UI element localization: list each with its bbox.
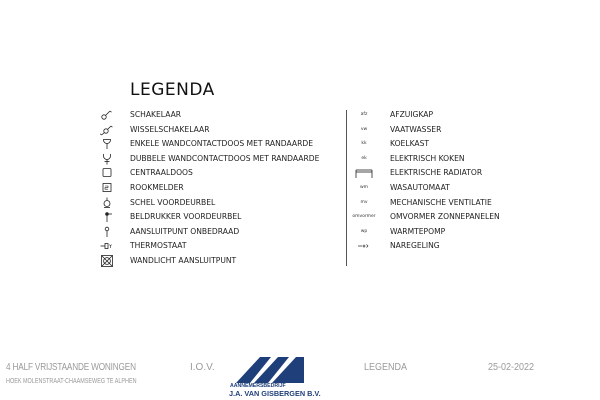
legend-item-label: VAATWASSER xyxy=(390,124,442,134)
iov-label: I.O.V. xyxy=(190,362,215,373)
project-title: 4 HALF VRIJSTAANDE WONINGEN xyxy=(6,362,136,373)
smoke-detector-icon xyxy=(98,181,116,195)
legend-item-label: ELEKTRISCH KOKEN xyxy=(390,153,465,163)
appliance-abbreviation: wp xyxy=(360,228,368,234)
legend-item-label: AFZUIGKAP xyxy=(390,110,434,119)
legend-item-label: WANDLICHT AANSLUITPUNT xyxy=(130,255,237,265)
control-symbol-icon xyxy=(352,239,376,253)
legend-item-label: SCHAKELAAR xyxy=(130,110,182,119)
legend-title: LEGENDA xyxy=(130,80,215,100)
appliance-abbreviation: vw xyxy=(360,126,368,132)
appliance-abbreviation: wm xyxy=(359,184,369,190)
legend-item-label: ELEKTRISCHE RADIATOR xyxy=(390,168,483,178)
drawing-date: 25-02-2022 xyxy=(488,362,535,373)
thermostat-icon xyxy=(98,239,116,253)
project-address: HOEK MOLENSTRAAT-CHAAMSEWEG TE ALPHEN xyxy=(6,378,137,385)
legend-item-label: MECHANISCHE VENTILATIE xyxy=(390,197,492,207)
legend-item-label: DUBBELE WANDCONTACTDOOS MET RANDAARDE xyxy=(130,153,320,163)
doorbell-icon xyxy=(98,196,116,210)
wall-light-icon xyxy=(98,254,116,268)
legend-item-label: ENKELE WANDCONTACTDOOS MET RANDAARDE xyxy=(130,139,314,149)
legend-item-label: OMVORMER ZONNEPANELEN xyxy=(390,212,500,222)
single-socket-icon xyxy=(98,137,116,151)
appliance-abbreviation: mv xyxy=(360,199,368,205)
legend-item-label: WASAUTOMAAT xyxy=(390,182,450,192)
radiator-icon xyxy=(352,166,376,180)
appliance-abbreviation: ek xyxy=(361,155,367,161)
sheet-title: LEGENDA xyxy=(364,362,408,373)
logo-company-label: AANNEMERSBEDRIJF xyxy=(230,383,286,389)
legend-item-label: WARMTEPOMP xyxy=(390,226,446,236)
legend-item-label: KOELKAST xyxy=(390,139,430,149)
legend-item-label: AANSLUITPUNT ONBEDRAAD xyxy=(130,226,240,236)
legend-item-label: THERMOSTAAT xyxy=(130,241,187,251)
legend-item-label: WISSELSCHAKELAAR xyxy=(130,124,210,134)
appliance-abbreviation: kk xyxy=(361,141,367,147)
legend-item-label: BELDRUKKER VOORDEURBEL xyxy=(130,212,242,222)
legend-item-label: ROOKMELDER xyxy=(130,182,184,192)
legend-item-label: NAREGELING xyxy=(390,241,440,251)
legend-item-label: CENTRAALDOOS xyxy=(130,168,193,178)
wire-connection-icon xyxy=(98,225,116,239)
two-way-switch-icon xyxy=(98,123,116,137)
double-socket-icon xyxy=(98,152,116,166)
legend-item-label: SCHEL VOORDEURBEL xyxy=(130,197,216,207)
junction-box-icon xyxy=(98,166,116,180)
appliance-abbreviation: afz xyxy=(360,112,368,117)
logo-company-name: J.A. VAN GISBERGEN B.V. xyxy=(229,389,321,398)
appliance-abbreviation: omvormer xyxy=(352,214,376,220)
legend-divider xyxy=(346,110,347,266)
switch-icon xyxy=(98,108,116,122)
bell-push-icon xyxy=(98,210,116,224)
